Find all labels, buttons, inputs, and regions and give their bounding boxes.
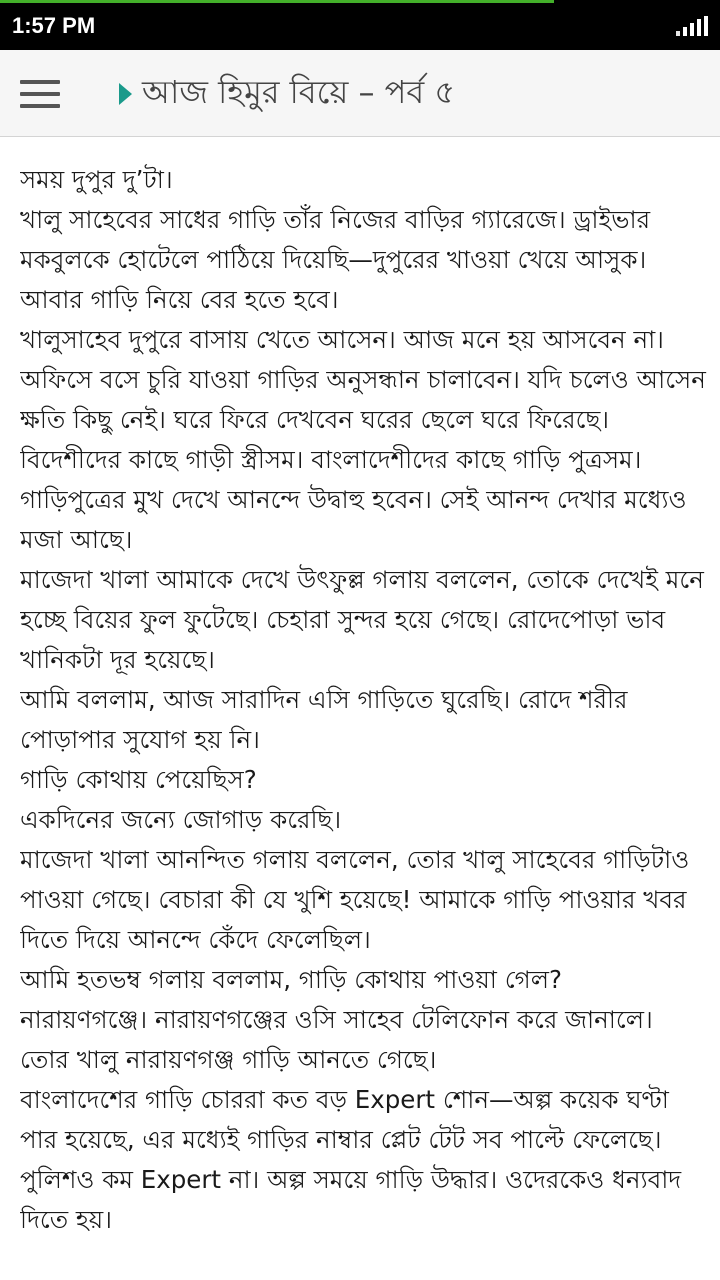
hamburger-menu-icon[interactable] bbox=[20, 80, 60, 108]
paragraph: আমি হতভম্ব গলায় বললাম, গাড়ি কোথায় পাওয়া গেল? bbox=[20, 965, 562, 994]
paragraph: আমি বললাম, আজ সারাদিন এসি গাড়িতে ঘুরেছি। রোদে শরীর পোড়াপার সুযোগ হয় নি। bbox=[20, 685, 628, 754]
cellular-signal-icon bbox=[676, 16, 708, 36]
paragraph: খালুসাহেব দুপুরে বাসায় খেতে আসেন। আজ মনে হয় আসবেন না। অফিসে বসে চুরি যাওয়া গাড়ির অনুসন্ধান চালাবেন। যদি চলেও আসেন ক্ষতি কিছু নেই। ঘরে ফিরে দেখবেন ঘরের ছেলে ঘরে ফিরেছে। বিদেশীদের কাছে গাড়ী স্ত্রীসম। বাংলাদেশীদের কাছে গাড়ি পুত্রসম। গাড়িপুত্রের মুখ দেখে আনন্দে উদ্বাহু হবেন। সেই আনন্দ দেখার মধ্যেও মজা আছে। bbox=[20, 325, 706, 554]
paragraph: গাড়ি কোথায় পেয়েছিস? bbox=[20, 765, 257, 794]
paragraph: একদিনের জন্যে জোগাড় করেছি। bbox=[20, 805, 342, 834]
paragraph: মাজেদা খালা আনন্দিত গলায় বললেন, তোর খালু সাহেবের গাড়িটাও পাওয়া গেছে। বেচারা কী যে খুশি হয়েছে! আমাকে গাড়ি পাওয়ার খবর দিতে দিয়ে আনন্দে কেঁদে ফেলেছিল। bbox=[20, 845, 690, 954]
play-arrow-icon bbox=[119, 83, 132, 105]
paragraph: নারায়ণগঞ্জে। নারায়ণগঞ্জের ওসি সাহেব টেলিফোন করে জানালে। তোর খালু নারায়ণগঞ্জ গাড়ি আনতে গেছে। bbox=[20, 1005, 653, 1074]
paragraph: খালু সাহেবের সাধের গাড়ি তাঁর নিজের বাড়ির গ্যারেজে। ড্রাইভার মকবুলকে হোটেলে পাঠিয়ে দিয়েছি—দুপুরের খাওয়া খেয়ে আসুক। আবার গাড়ি নিয়ে বের হতে হবে। bbox=[20, 205, 651, 314]
article-body bbox=[20, 160, 708, 1280]
page-title: আজ হিমুর বিয়ে – পর্ব ৫ bbox=[142, 73, 456, 111]
paragraph: মাজেদা খালা আমাকে দেখে উৎফুল্ল গলায় বললেন, তোকে দেখেই মনে হচ্ছে বিয়ের ফুল ফুটেছে। চেহারা সুন্দর হয়ে গেছে। রোদেপোড়া ভাব খানিকটা দূর হয়েছে। bbox=[20, 565, 704, 674]
title-wrap bbox=[119, 68, 455, 120]
paragraph: সময় দুপুর দু’টা। bbox=[20, 165, 173, 194]
app-bar bbox=[0, 50, 720, 137]
paragraph: পুলিশও কম Expert না। অল্প সময়ে গাড়ি উদ্ধার। ওদেরকেও ধন্যবাদ দিতে হয়। bbox=[20, 1165, 682, 1234]
status-bar bbox=[0, 0, 720, 50]
paragraph: বাংলাদেশের গাড়ি চোররা কত বড় Expert শোন—অল্প কয়েক ঘণ্টা পার হয়েছে, এর মধ্যেই গাড়ির নাম্বার প্লেট টেট সব পাল্টে ফেলেছে। bbox=[20, 1085, 669, 1154]
status-time: 1:57 PM bbox=[12, 13, 96, 38]
